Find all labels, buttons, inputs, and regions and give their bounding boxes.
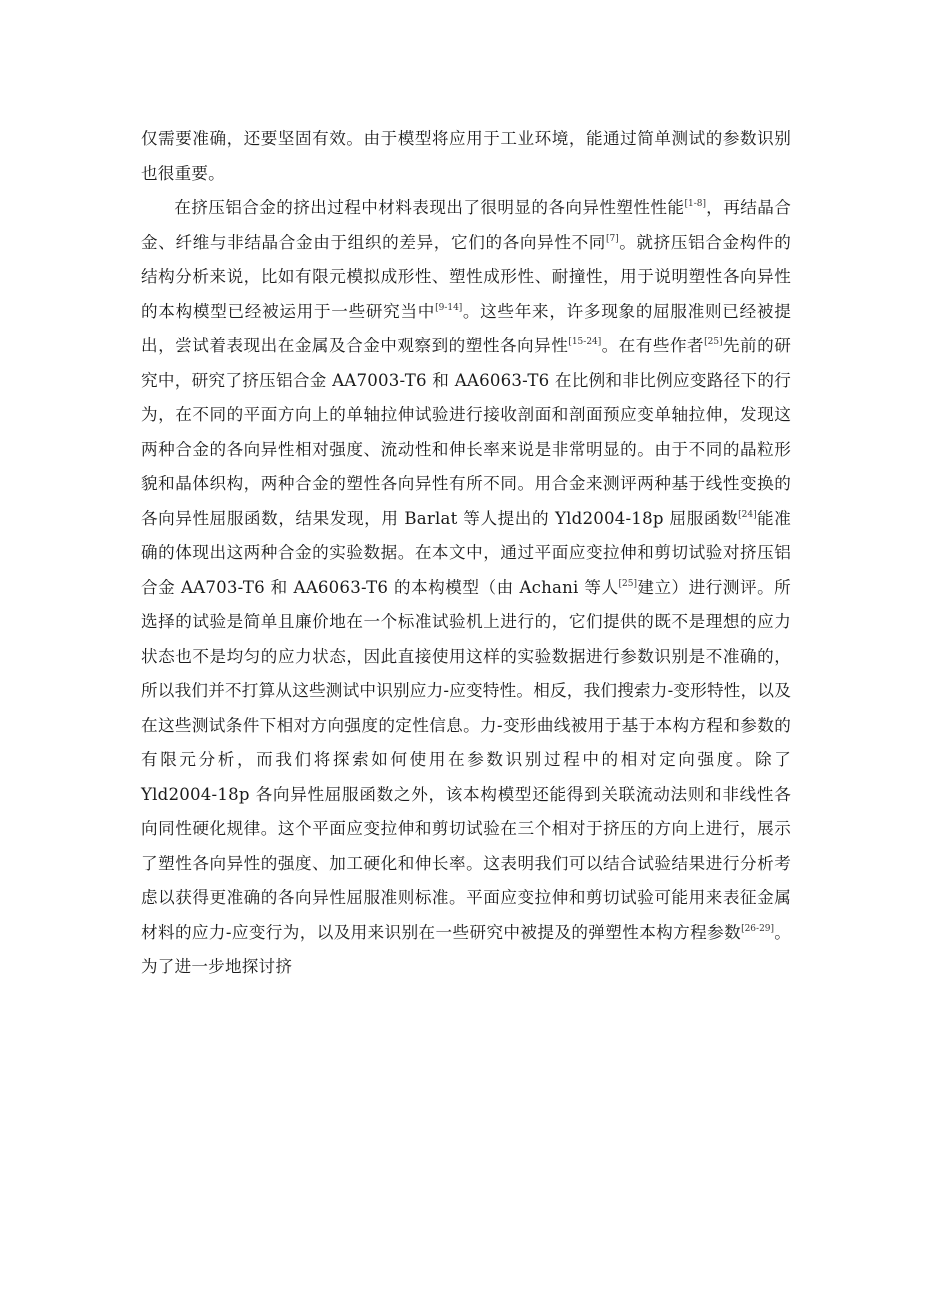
paragraph-text: 先前的研究中，研究了挤压铝合金 AA7003-T6 和 AA6063-T6 在比例和非比例应变路径下的行为，在不同的平面方向上的单轴拉伸试验进行接收剖面和剖面预应变单轴拉伸，发现这两种合金的各向异性相对强度、流动性和伸长率来说是非常明显的。由于不同的晶粒形貌和晶体织构，两种合金的塑性各向异性有所不同。用合金来测评两种基于线性变换的各向异性屈服函数，结果发现，用 Barlat 等人提出的 Yld2004-18p 屈服函数 bbox=[141, 336, 791, 528]
citation-ref: [25] bbox=[704, 337, 723, 347]
citation-ref: [25] bbox=[618, 578, 638, 589]
citation-ref: [26-29] bbox=[741, 923, 775, 934]
citation-ref: [1-8] bbox=[684, 199, 706, 209]
paragraph-text: 。在有些作者 bbox=[601, 336, 705, 355]
document-page bbox=[141, 122, 791, 985]
paragraph-text: 。为了进一步地探讨挤 bbox=[141, 922, 792, 976]
paragraph-1 bbox=[141, 122, 791, 191]
paragraph-text: 。这些年来，许多现象的屈服准则已经被提出，尝试着表现出在金属及合金中观察到的塑性各向异性 bbox=[141, 301, 791, 355]
citation-ref: [24] bbox=[738, 509, 757, 520]
paragraph-text: 建立）进行测评。所选择的试验是简单且廉价地在一个标准试验机上进行的，它们提供的既不是理想的应力状态也不是均匀的应力状态，因此直接使用这样的实验数据进行参数识别是不准确的，所以我们并不打算从这些测试中识别应力-应变特性。相反，我们搜索力-变形特性，以及在这些测试条件下相对方向强度的定性信息。力-变形曲线被用于基于本构方程和参数的有限元分析，而我们将探索如何使用在参数识别过程中的相对定向强度。除了 Yld2004-18p 各向异性屈服函数之外，该本构模型还能得到关联流动法则和非线性各向同性硬化规律。这个平面应变拉伸和剪切试验在三个相对于挤压的方向上进行，展示了塑性各向异性的强度、加工硬化和伸长率。这表明我们可以结合试验结果进行分析考虑以获得更准确的各向异性屈服准则标准。平面应变拉伸和剪切试验可能用来表征金属材料的应力-应变行为，以及用来识别在一些研究中被提及的弹塑性本构方程参数 bbox=[141, 577, 791, 942]
paragraph-text: 能准确的体现出这两种合金的实验数据。在本文中，通过平面应变拉伸和剪切试验对挤压铝合金 AA703-T6 和 AA6063-T6 的本构模型（由 Achani 等人 bbox=[141, 508, 791, 597]
paragraph-text: 仅需要准确，还要坚固有效。由于模型将应用于工业环境，能通过简单测试的参数识别也很重要。 bbox=[141, 129, 791, 183]
paragraph-2 bbox=[141, 191, 791, 985]
paragraph-text: ，再结晶合金、纤维与非结晶合金由于组织的差异，它们的各向异性不同 bbox=[141, 198, 792, 252]
citation-ref: [7] bbox=[606, 233, 619, 244]
paragraph-text: 。就挤压铝合金构件的结构分析来说，比如有限元模拟成形性、塑性成形性、耐撞性，用于说明塑性各向异性的本构模型已经被运用于一些研究当中 bbox=[141, 232, 791, 321]
citation-ref: [9-14] bbox=[435, 302, 463, 313]
paragraph-text: 在挤压铝合金的挤出过程中材料表现出了很明显的各向异性塑性性能 bbox=[174, 198, 685, 217]
citation-ref: [15-24] bbox=[568, 337, 602, 347]
